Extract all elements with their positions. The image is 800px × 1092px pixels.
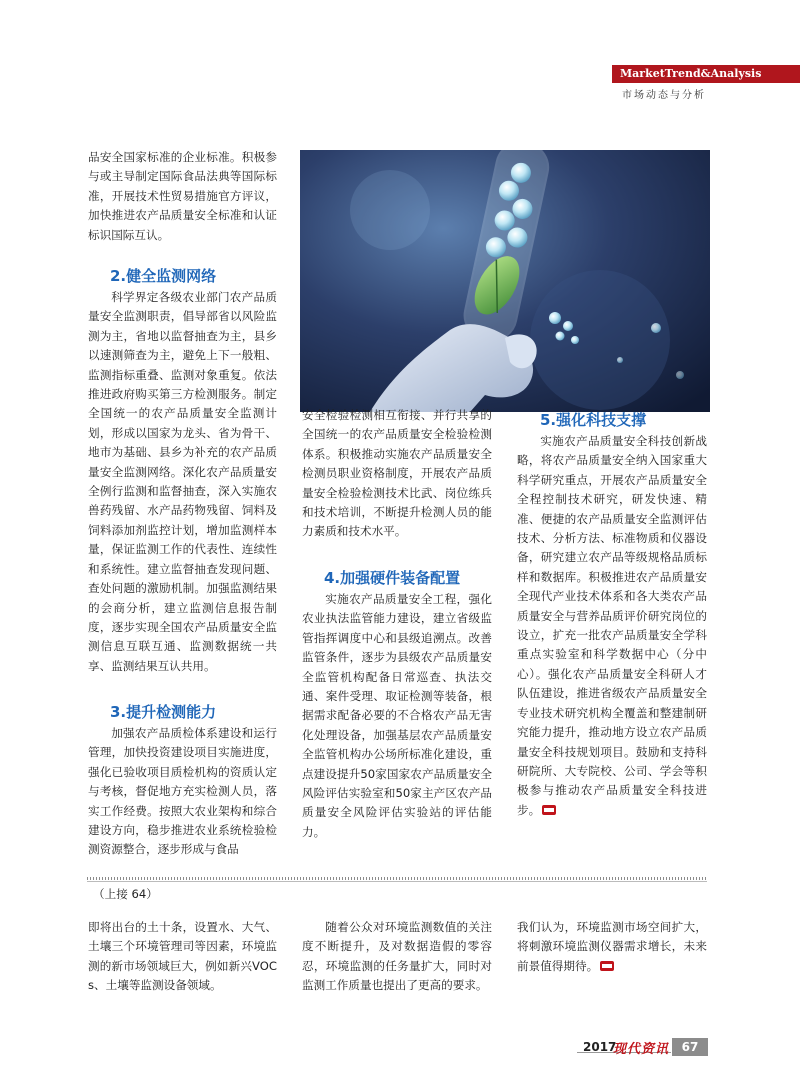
section-title-en: MarketTrend&Analysis [612, 65, 800, 83]
continued-from-label: （上接 64） [93, 887, 158, 901]
lab-test-tube-photo [300, 150, 710, 412]
section-2-heading: 2.健全监测网络 [110, 267, 217, 285]
continued-col3: 我们认为，环境监测市场空间扩大，将刺激环境监测仪器需求增长，未来前景值得期待。 [517, 920, 707, 973]
section-4-body: 实施农产品质量安全工程，强化农业执法监管能力建设，建立省级监管指挥调度中心和县级追溯点。改善监管条件，逐步为县级农产品质量安全监管机构配备日常巡查、执法交通、案件受理、取证检测等装备，根据需求配备必要的不合格农产品无害化处理设备，加强基层农产品质量安全监管机构办公场所标准化建设，重点建设提升50家国家农产品质量安全风险评估实验室和50家主产区农产品质量安全风险评估实验站的评估能力。 [302, 592, 492, 839]
section-4-heading: 4.加强硬件装备配置 [324, 569, 461, 587]
continued-col2: 随着公众对环境监测数值的关注度不断提升，及对数据造假的零容忍，环境监测的任务量扩大，同时对监测工作质量也提出了更高的要求。 [302, 920, 492, 993]
col2-continuation-paragraph: 安全检验检测相互衔接、并行共享的全国统一的农产品质量安全检验检测体系。积极推动实施农产品质量安全检测员职业资格制度，开展农产品质量安全检验检测技术比武、岗位练兵和技术培训，不断提升检测人员的能力素质和技术水平。 [302, 408, 492, 539]
section-divider-line [87, 881, 707, 882]
section-5-body: 实施农产品质量安全科技创新战略，将农产品质量安全纳入国家重大科学研究重点，开展农产品质量安全全程控制技术研究，研发快速、精准、便捷的农产品质量安全监测评估技术、分析方法、标准物质和仪器设备，研究建立农产品等级规格品质标样和数据库。积极推进农产品质量安全现代产业技术体系和各大类农产品质量安全与营养品质评价研究岗位的设立，扩充一批农产品质量安全学科重点实验室和科学数据中心（分中心）。强化农产品质量安全科研人才队伍建设，推进省级农产品质量安全专业技术研究机构全覆盖和整建制研究能力提升，推动地方设立农产品质量安全科技规划项目。鼓励和支持科研院所、大专院校、公司、学会等积极参与推动农产品质量安全科技进步。 [517, 434, 707, 817]
section-2-body: 科学界定各级农业部门农产品质量安全监测职责，倡导部省以风险监测为主，省地以监督抽查为主，县乡以速测筛查为主，避免上下一般粗、监测指标重叠、监测对象重复。依法推进政府购买第三方检测服务。制定全国统一的农产品质量安全监测计划，形成以国家为龙头、省为骨干、地市为基础、县乡为补充的农产品质量安全监测网络。深化农产品质量安全例行监测和监督抽查，深入实施农兽药残留、水产品药物残留、饲料及饲料添加剂监控计划，增加监测样本量，保证监测工作的代表性、连续性和系统性。建立监督抽查发现问题、查处问题的激励机制。加强监测结果的会商分析，建立监测信息报告制度，逐步实现全国农产品质量安全监测信息互联互通、监测数据统一共享、监测结果互认共用。 [88, 290, 277, 673]
magazine-end-mark-icon [600, 961, 614, 971]
page-number: 67 [672, 1038, 708, 1056]
continued-col1: 即将出台的土十条，设置水、大气、土壤三个环境管理司等因素，环境监测的新市场领域巨大，例如新兴VOCs、土壤等监测设备领域。 [88, 920, 277, 993]
section-3-heading: 3.提升检测能力 [110, 703, 217, 721]
col1-intro-paragraph: 品安全国家标准的企业标准。积极参与或主导制定国际食品法典等国际标准，开展技术性贸易措施官方评议，加快推进农产品质量安全标准和认证标识国际互认。 [88, 150, 277, 242]
magazine-end-mark-icon [542, 805, 556, 815]
section-5-heading: 5.强化科技支撑 [540, 411, 647, 429]
section-3-body: 加强农产品质检体系建设和运行管理，加快投资建设项目实施进度，强化已验收项目质检机构的资质认定与考核，督促地方充实检测人员，落实工作经费。按照大农业架构和综合建设方向，稳步推进农业系统检验检测资源整合，逐步形成与食品 [88, 726, 277, 857]
section-divider [87, 877, 707, 880]
section-title-cn: 市场动态与分析 [622, 90, 706, 101]
magazine-name: 现代资讯 [613, 1042, 670, 1057]
footer-year: 2017 [583, 1040, 617, 1054]
